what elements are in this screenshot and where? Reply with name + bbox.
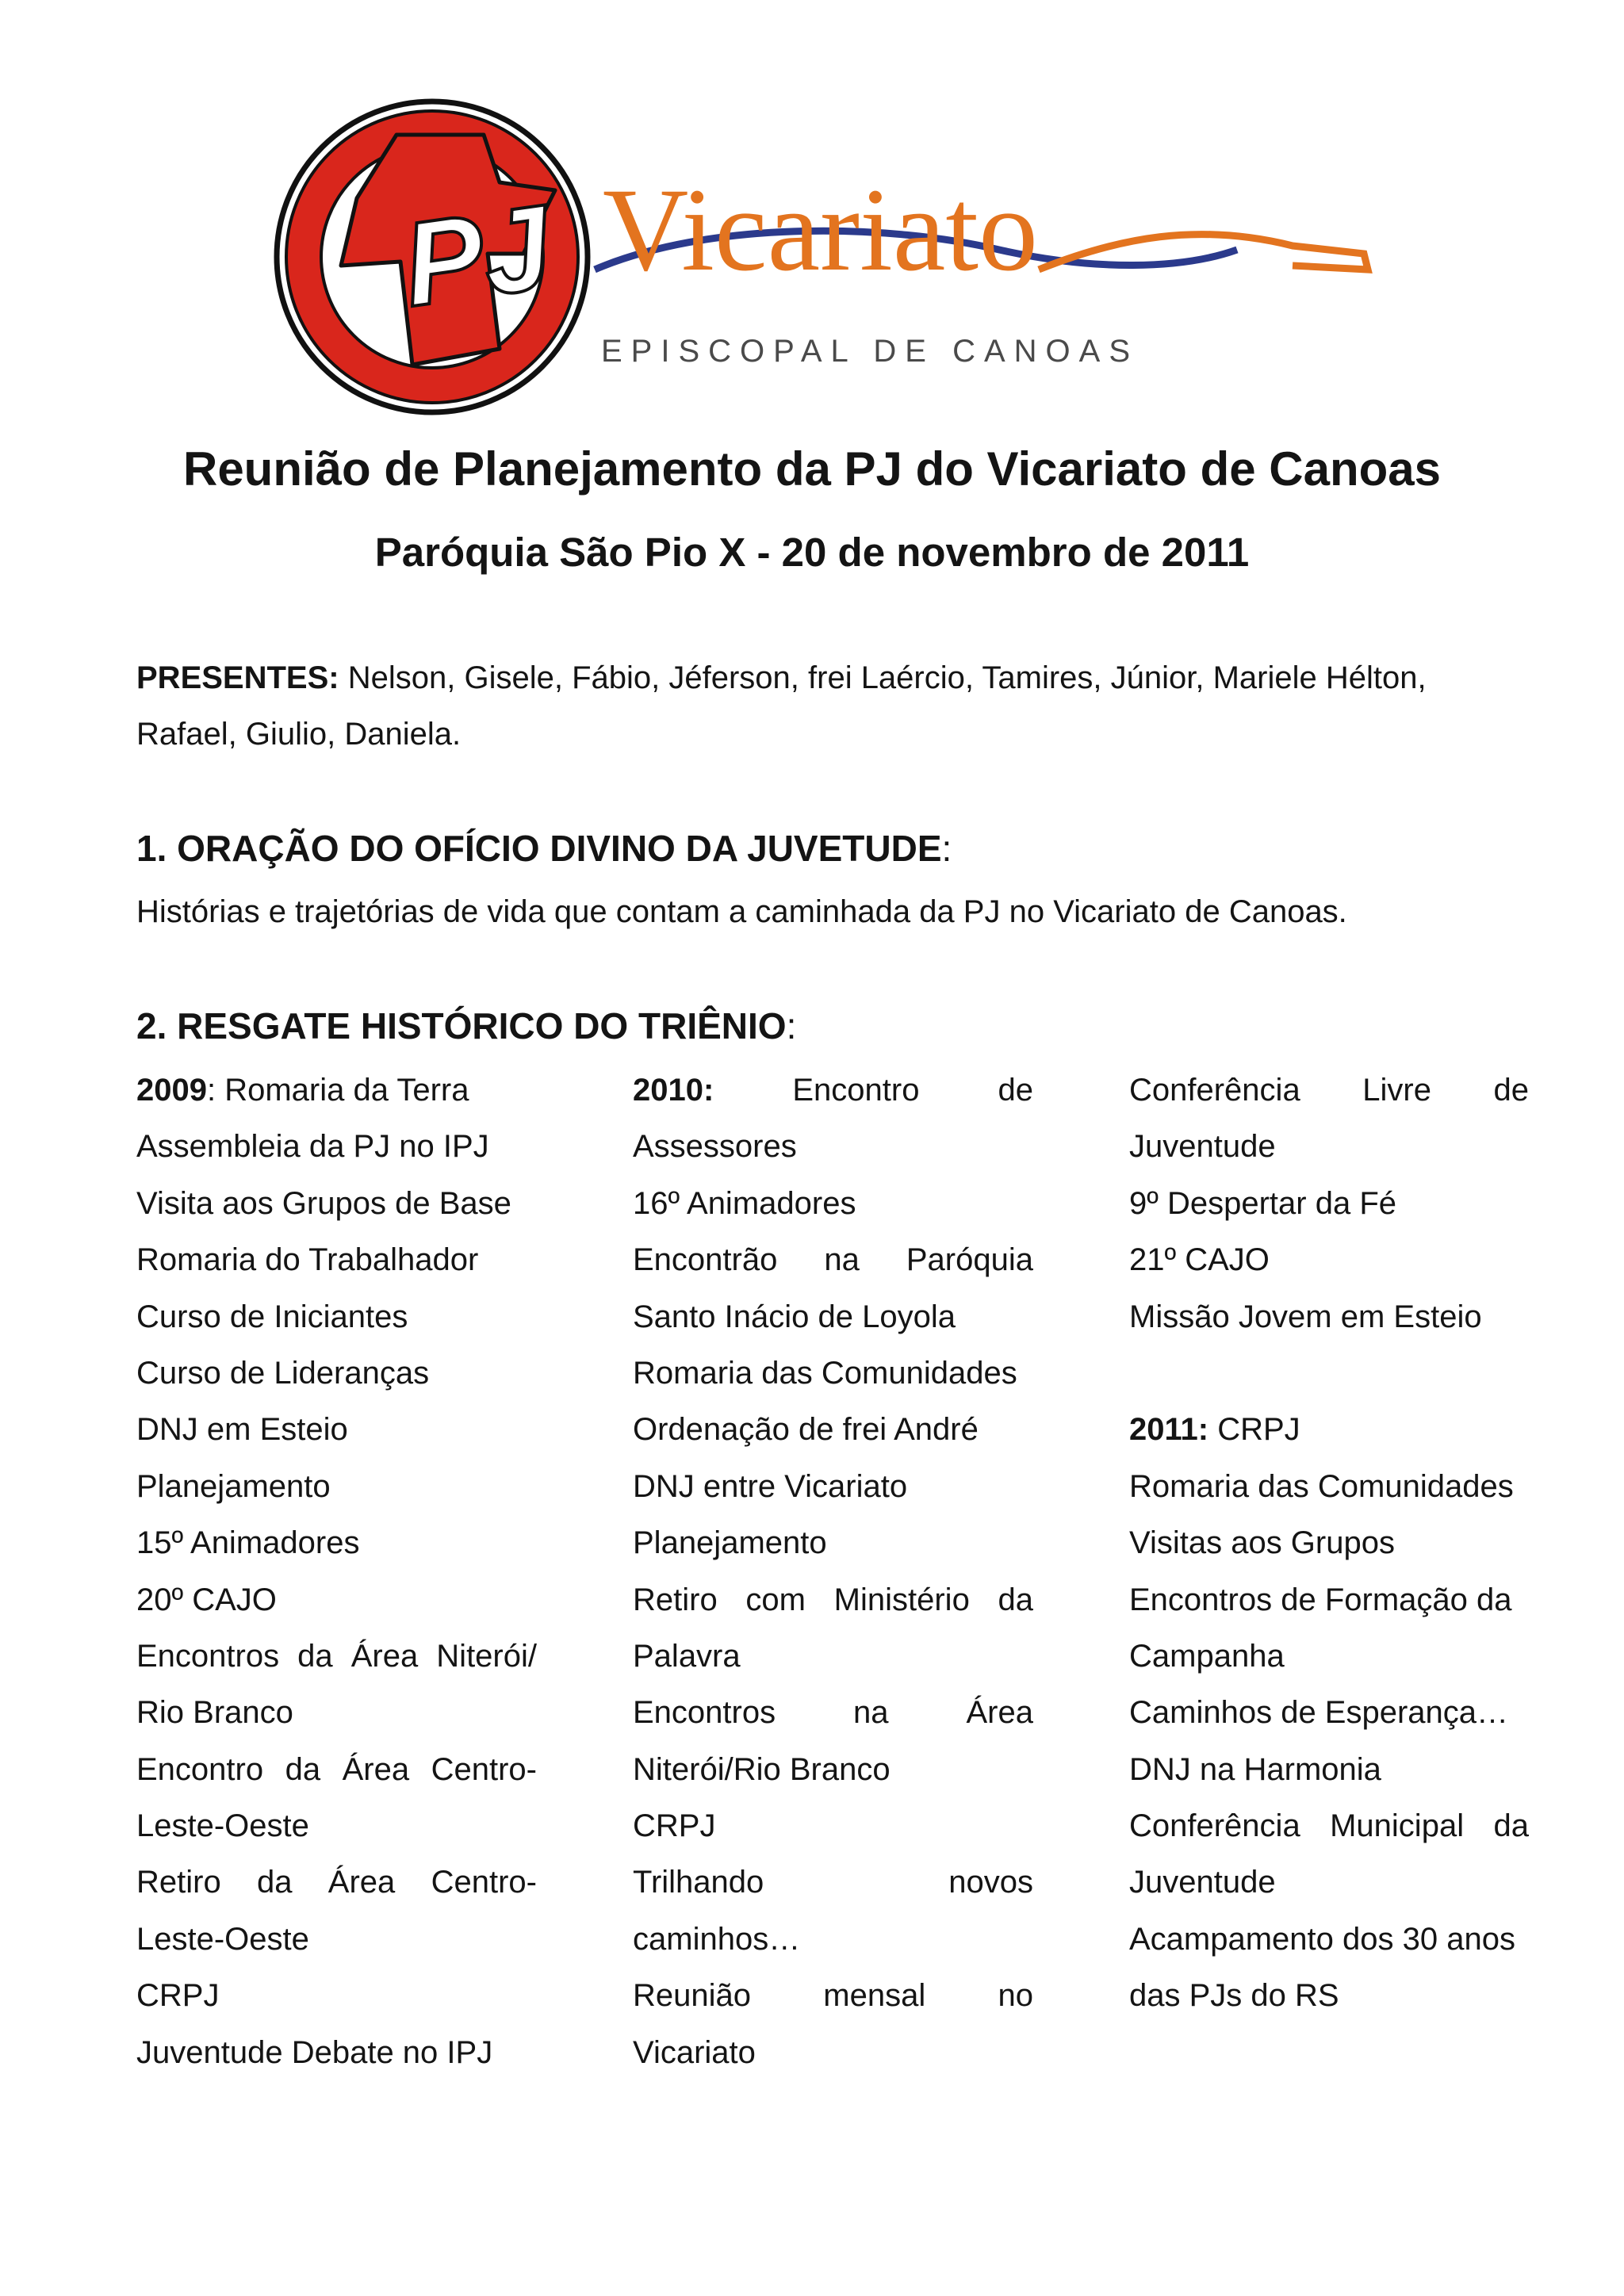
attendees-names-2: Rafael, Giulio, Daniela.: [136, 717, 462, 752]
list-item: [136, 1968, 537, 2024]
list-item: [633, 1176, 1033, 1232]
vicariato-wordmark: [595, 164, 1368, 369]
list-item-word: Livre: [1362, 1073, 1431, 1108]
list-item-word: Encontros: [136, 1638, 280, 1674]
list-item: [633, 1628, 1033, 1685]
list-item: [633, 1798, 1033, 1854]
list-item: [136, 1628, 537, 1685]
list-item: [1129, 1062, 1529, 1119]
pj-badge-text: PJ: [395, 179, 558, 332]
list-item-word: com: [745, 1582, 806, 1617]
list-item: Visita aos Grupos de Base: [136, 1185, 511, 1221]
list-item-word: Reunião: [633, 1978, 752, 2014]
section-2-colon: :: [786, 1005, 797, 1047]
list-item-word: das PJs do RS: [1129, 1978, 1339, 2014]
list-item-word: Juventude: [1129, 1865, 1276, 1900]
list-item-word: Palavra: [633, 1638, 741, 1674]
list-item-word: Área: [966, 1695, 1033, 1731]
list-item-word: Assessores: [633, 1129, 797, 1165]
list-item-word: DNJ na Harmonia: [1129, 1751, 1381, 1787]
list-item-word: Encontros: [633, 1695, 776, 1731]
vicariato-wordmark-text: Vicariato: [603, 164, 1039, 296]
list-item-word: novos: [948, 1865, 1033, 1900]
list-item: [136, 2025, 537, 2081]
document-title: Reunião de Planejamento da PJ do Vicariato de Canoas: [182, 442, 1441, 496]
list-item-word: Campanha: [1129, 1638, 1285, 1674]
list-item: 2011: CRPJ: [1129, 1412, 1300, 1448]
attendees-paragraph: [136, 650, 1529, 763]
list-item: [633, 1459, 1033, 1515]
list-item: [633, 1968, 1033, 2024]
list-item: [1129, 1176, 1529, 1232]
timeline-column-2010: [633, 1062, 1033, 2081]
list-item-word: Romaria das Comunidades: [1129, 1468, 1514, 1504]
list-item-word: Ministério: [833, 1582, 970, 1617]
list-item: [633, 1515, 1033, 1571]
list-item: 20º CAJO: [136, 1582, 277, 1617]
spacer: [1129, 1345, 1529, 1402]
list-item-word: DNJ entre Vicariato: [633, 1468, 908, 1504]
list-item-word: 9º Despertar da Fé: [1129, 1185, 1396, 1221]
timeline-column-2009: [136, 1062, 537, 2081]
list-item-word: Rio Branco: [136, 1695, 293, 1731]
list-item-word: Niterói/: [436, 1638, 537, 1674]
list-item-word: Leste-Oeste: [136, 1921, 309, 1957]
list-item: [1129, 1685, 1529, 1741]
list-item-word: Vicariato: [633, 2034, 756, 2070]
list-item: [1129, 1742, 1529, 1798]
list-item: Romaria do Trabalhador: [136, 1242, 479, 1278]
list-item-word: Caminhos de Esperança…: [1129, 1695, 1509, 1731]
list-item: [136, 1854, 537, 1911]
list-item: [1129, 1119, 1529, 1175]
list-item-word: Planejamento: [633, 1525, 827, 1561]
list-item-word: Municipal: [1330, 1808, 1465, 1844]
list-item: 2010: Encontro de: [633, 1062, 1033, 1119]
list-item-word: Encontrão: [633, 1242, 778, 1278]
list-item: [1129, 1232, 1529, 1288]
list-item-word: Centro-: [431, 1865, 537, 1900]
list-item: [136, 1911, 537, 1968]
year-label-2010: 2010:: [633, 1073, 714, 1108]
vicariato-tagline: EPISCOPAL DE CANOAS: [601, 334, 1139, 369]
list-item-word: CRPJ: [633, 1808, 716, 1844]
document-subtitle: Paróquia São Pio X - 20 de novembro de 2011: [374, 530, 1250, 575]
list-item-word: Niterói/Rio Branco: [633, 1751, 891, 1787]
attendees-label: PRESENTES:: [136, 660, 339, 695]
list-item-word: da: [285, 1751, 321, 1787]
list-item: [1129, 1854, 1529, 1911]
section-1-colon: :: [941, 828, 952, 869]
list-item: [633, 1345, 1033, 1402]
list-item: [633, 1685, 1033, 1741]
list-item: [136, 1685, 537, 1741]
list-item: Planejamento: [136, 1468, 331, 1504]
list-item: [633, 1742, 1033, 1798]
list-item-word: mensal: [823, 1978, 926, 2014]
list-item-word: na: [824, 1242, 860, 1278]
list-item: [633, 1572, 1033, 1628]
section-2-title: 2. RESGATE HISTÓRICO DO TRIÊNIO: [136, 1005, 787, 1047]
list-item-word: da: [1493, 1808, 1529, 1844]
list-item-word: 16º Animadores: [633, 1185, 856, 1221]
year-label-2011: 2011:: [1129, 1412, 1209, 1448]
list-item-word: Visitas aos Grupos: [1129, 1525, 1395, 1561]
list-item: [136, 1742, 537, 1798]
list-item-word: na: [853, 1695, 889, 1731]
list-item-word: Encontro: [136, 1751, 264, 1787]
list-item-word: de: [1493, 1073, 1529, 1108]
list-item-word: Área: [327, 1865, 396, 1900]
list-item-word: 21º CAJO: [1129, 1242, 1270, 1278]
list-item-word: da: [297, 1638, 333, 1674]
list-item-word: Santo Inácio de Loyola: [633, 1299, 956, 1334]
list-item-word: Área: [350, 1638, 419, 1674]
list-item-word: da: [998, 1582, 1033, 1617]
list-item-word: caminhos…: [633, 1921, 801, 1957]
pj-badge: [277, 101, 588, 412]
list-item-word: Conferência: [1129, 1808, 1300, 1844]
list-item: [1129, 1459, 1529, 1515]
list-item-word: da: [257, 1865, 293, 1900]
list-item-word: Ordenação de frei André: [633, 1412, 979, 1448]
list-item: [1129, 1798, 1529, 1854]
list-item-word: Conferência: [1129, 1073, 1300, 1108]
list-item-word: CRPJ: [136, 1978, 220, 2014]
list-item: Curso de Iniciantes: [136, 1299, 408, 1334]
list-item-word: Juventude: [1129, 1129, 1276, 1165]
list-item: [1129, 1968, 1529, 2024]
list-item-word: Encontros de Formação da: [1129, 1582, 1512, 1617]
list-item: 15º Animadores: [136, 1525, 360, 1561]
list-item: [633, 1289, 1033, 1345]
vicariato-logo: [262, 87, 1388, 428]
list-item: [136, 1798, 537, 1854]
list-item: DNJ em Esteio: [136, 1412, 348, 1448]
list-item-word: Área: [342, 1751, 410, 1787]
list-item-word: Missão Jovem em Esteio: [1129, 1299, 1482, 1334]
list-item-word: Acampamento dos 30 anos: [1129, 1921, 1515, 1957]
section-1-text: Histórias e trajetórias de vida que contam a caminhada da PJ no Vicariato de Canoas.: [136, 894, 1347, 929]
list-item: [1129, 1515, 1529, 1571]
list-item: [633, 1911, 1033, 1968]
list-item-word: Leste-Oeste: [136, 1808, 309, 1844]
section-1-title: 1. ORAÇÃO DO OFÍCIO DIVINO DA JUVETUDE: [136, 828, 942, 869]
list-item: [1129, 1911, 1529, 1968]
list-item-word: Trilhando: [633, 1865, 764, 1900]
list-item: [1129, 1628, 1529, 1685]
attendees-line-1: [136, 650, 1529, 706]
list-item: [633, 1119, 1033, 1175]
list-item: [1129, 1289, 1529, 1345]
list-item: [633, 1402, 1033, 1458]
section-2-heading: [136, 1002, 796, 1050]
list-item: [633, 1232, 1033, 1288]
list-item: [1129, 1572, 1529, 1628]
list-item-word: Retiro: [136, 1865, 221, 1900]
section-1-heading: [136, 825, 952, 872]
list-item-word: no: [998, 1978, 1033, 2014]
list-item-word: Juventude Debate no IPJ: [136, 2034, 493, 2070]
list-item: 2009: Romaria da Terra: [136, 1073, 469, 1108]
year-label-2009: 2009: [136, 1073, 207, 1108]
list-item: [633, 2025, 1033, 2081]
attendees-names-1: Nelson, Gisele, Fábio, Jéferson, frei Laércio, Tamires, Júnior, Mariele Hélton,: [347, 660, 1427, 695]
list-item-word: Romaria das Comunidades: [633, 1355, 1017, 1391]
list-item: [633, 1854, 1033, 1911]
list-item: Curso de Lideranças: [136, 1355, 430, 1391]
list-item-word: Retiro: [633, 1582, 718, 1617]
list-item-word: Centro-: [431, 1751, 537, 1787]
timeline-column-2011: [1129, 1062, 1529, 2025]
list-item-word: Paróquia: [906, 1242, 1033, 1278]
list-item: Assembleia da PJ no IPJ: [136, 1129, 489, 1165]
